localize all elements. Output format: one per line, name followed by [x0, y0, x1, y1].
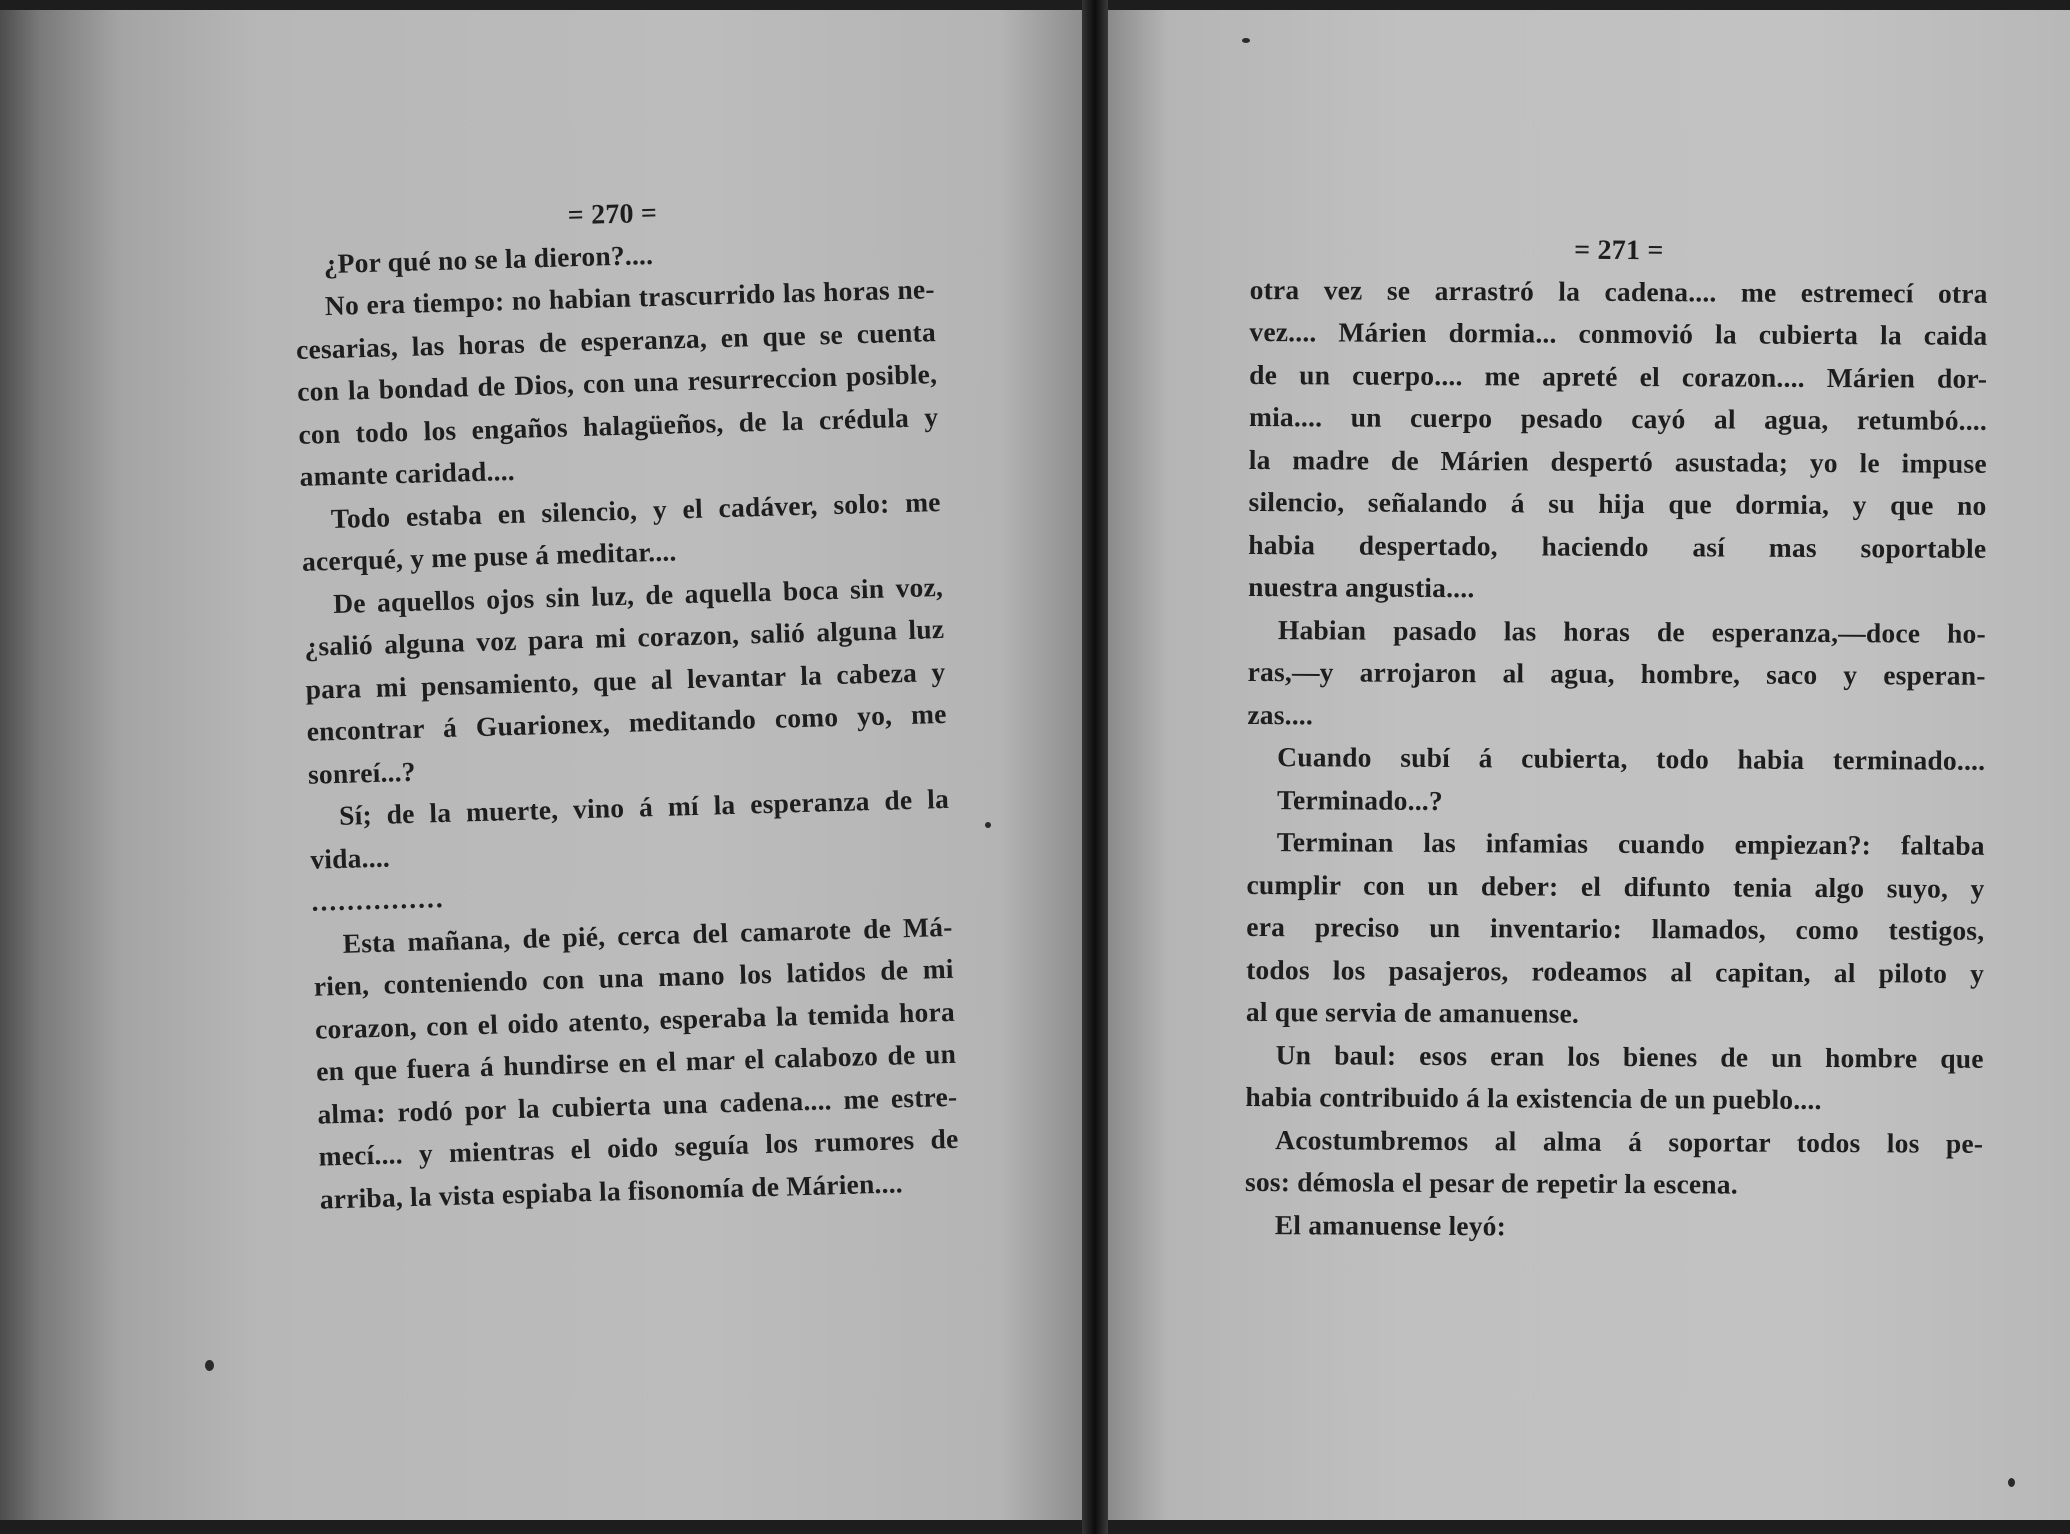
text-line: Terminado...? [1276, 783, 1443, 816]
text-line: arriba, la vista espiaba la fisonomía de Márien.... [319, 1166, 904, 1215]
text-line: vez.... Márien dormia... conmovió la cubierta la caida [1249, 315, 1988, 351]
text-line: zas.... [1247, 698, 1314, 730]
text-line: rien, conteniendo con una mano los latidos de mi [313, 952, 955, 1002]
ink-speck [1242, 38, 1250, 43]
text-line: con todo los engaños halagüeños, de la crédula y [298, 400, 939, 450]
text-line: El amanuense leyó: [1274, 1208, 1507, 1241]
left-lines [293, 226, 960, 1221]
book-gutter [1082, 0, 1108, 1534]
ink-speck [985, 822, 991, 828]
text-line: al que servia de amanuense. [1245, 995, 1580, 1029]
text-line: silencio, señalando á su hija que dormia, y que no [1248, 485, 1987, 521]
text-line: de un cuerpo.... me apreté el corazon.... Márien dor- [1249, 358, 1988, 394]
text-line: amante caridad.... [299, 454, 516, 492]
text-line: ¿salió alguna voz para mi corazon, salió alguna luz [303, 612, 945, 662]
text-line: alma: rodó por la cubierta una cadena.... me estre- [317, 1080, 958, 1130]
right-lines [1245, 268, 1988, 1249]
text-line: cumplir con un deber: el difunto tenia algo suyo, y [1246, 868, 1985, 904]
text-line: De aquellos ojos sin luz, de aquella boca sin voz, [332, 570, 944, 619]
text-line: sos: démosla el pesar de repetir la escena. [1244, 1165, 1738, 1200]
text-line: mia.... un cuerpo pesado cayó al agua, retumbó.... [1248, 400, 1988, 436]
text-line: Esta mañana, de pié, cerca del camarote de Má- [342, 910, 953, 959]
text-line: Cuando subí á cubierta, todo habia terminado.... [1277, 741, 1986, 776]
text-line: vida.... [309, 841, 391, 875]
text-line: ras,—y arrojaron al agua, hombre, saco y esperan- [1247, 655, 1986, 691]
text-line: habia contribuido á la existencia de un pueblo.... [1245, 1080, 1822, 1116]
text-line: No era tiempo: no habian trascurrido las horas ne- [324, 273, 936, 322]
text-line: corazon, con el oido atento, esperaba la temida hora [314, 995, 956, 1045]
text-line: ¿Por qué no se la dieron?.... [323, 238, 654, 279]
text-line: era preciso un inventario: llamados, como testigos, [1246, 910, 1985, 946]
page-number-right: = 271 = [1574, 234, 1664, 267]
text-line: Todo estaba en silencio, y el cadáver, solo: me [330, 485, 942, 534]
text-line: Habian pasado las horas de esperanza,—doce ho- [1277, 613, 1986, 649]
text-line: todos los pasajeros, rodeamos al capitan, al piloto y [1246, 953, 1985, 989]
left-text-block [292, 185, 960, 1220]
text-line: cesarias, las horas de esperanza, en que se cuenta [295, 315, 937, 365]
text-line: Sí; de la muerte, vino á mí la esperanza de la [338, 782, 950, 831]
text-line: nuestra angustia.... [1248, 570, 1475, 604]
text-line: encontrar á Guarionex, meditando como yo, me [306, 697, 947, 747]
text-line: con la bondad de Dios, con una resurreccion posible, [296, 358, 938, 407]
text-line: otra vez se arrastró la cadena.... me estremecí otra [1249, 273, 1988, 309]
ink-speck [2008, 1478, 2015, 1487]
text-line: la madre de Márien despertó asustada; yo le impuse [1248, 443, 1987, 479]
text-line: en que fuera á hundirse en el mar el calabozo de un [315, 1037, 957, 1087]
left-page [0, 10, 1082, 1520]
text-line: Terminan las infamias cuando empiezan?: faltaba [1276, 826, 1985, 861]
right-text-block [1245, 228, 1988, 1250]
text-line: habia despertado, haciendo así mas soportable [1248, 528, 1987, 564]
text-line: para mi pensamiento, que al levantar la cabeza y [305, 655, 946, 705]
ink-speck [205, 1360, 214, 1371]
text-line: Acostumbremos al alma á soportar todos los pe- [1275, 1123, 1984, 1159]
page-number-left: = 270 = [567, 197, 658, 232]
text-line: acerqué, y me puse á meditar.... [301, 535, 677, 577]
text-line: ............... [311, 882, 446, 917]
text-line: mecí.... y mientras el oido seguía los rumores de [318, 1122, 959, 1172]
text-line: Un baul: esos eran los bienes de un hombre que [1275, 1038, 1984, 1074]
text-line: sonreí...? [307, 755, 417, 790]
right-page [1108, 10, 2070, 1520]
